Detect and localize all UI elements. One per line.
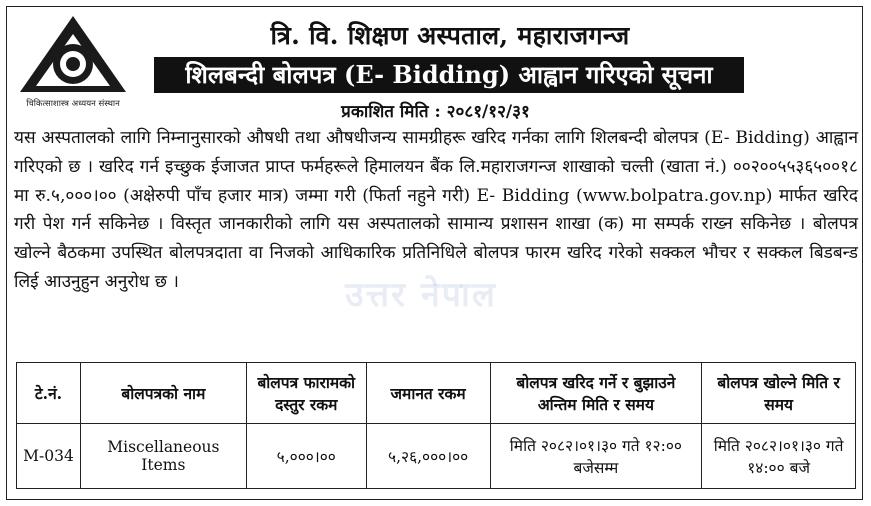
notice-paragraph: यस अस्पतालको लागि निम्नानुसारको औषधी तथा औषधीजन्य सामग्रीहरू खरिद गर्नका लागि शिलबन्दी बोलपत्र (E- Bidding) आह्वान गरिएको छ । खरिद गर्न इच्छुक ईजाजत प्राप्त फर्महरूले हिमालयन बैंक लि.महाराजगन्ज शाखाको चल्ती (खाता नं.) ००२००५५३६५००१८ मा रु.५,०००।०० (अक्षेरुपी पाँच हजार मात्र) जम्मा गरी (फिर्ता नहुने गरी) E- Bidding (www.bolpatra.gov.np) मार्फत खरिद गरी पेश गर्न सकिनेछ । विस्तृत जानकारीको लागि यस अस्पतालको सामान्य प्रशासन शाखा (क) मा सम्पर्क राख्न सकिनेछ । बोलपत्र खोल्ने बैठकमा उपस्थित बोलपत्रदाता वा निजको आधिकारिक प्रतिनिधिले बोलपत्र फारम खरिद गरेको सक्कल भौचर र सक्कल बिडबन्ड लिई आउनुहुन अनुरोध छ । (14, 128, 858, 292)
logo-text: चिकित्साशास्त्र अध्ययन संस्थान (26, 99, 120, 109)
cell-fee: ५,०००।०० (246, 424, 366, 489)
col-header-deadline: बोलपत्र खरिद गर्ने र बुझाउने अन्तिम मिति र समय (490, 363, 702, 424)
watermark: उत्तर नेपाल (345, 275, 497, 315)
cell-number: M-034 (17, 424, 81, 489)
col-header-number: टे.नं. (17, 363, 81, 424)
institute-logo (14, 14, 132, 110)
notice-banner: शिलबन्दी बोलपत्र (E- Bidding) आह्वान गरिएको सूचना (154, 57, 744, 93)
cell-opening: मिति २०८२।०१।३० गते १४:०० बजे (702, 424, 856, 489)
col-header-opening: बोलपत्र खोल्ने मिति र समय (702, 363, 856, 424)
table-header-row (17, 363, 856, 424)
bid-table (16, 362, 856, 489)
cell-name: Miscellaneous Items (80, 424, 246, 489)
col-header-fee: बोलपत्र फारामको दस्तुर रकम (246, 363, 366, 424)
table-row (17, 424, 856, 489)
published-date-line: प्रकाशित मिति : २०८१/१२/३१ (341, 102, 530, 122)
published-label: प्रकाशित मिति (341, 102, 429, 122)
cell-deadline: मिति २०८२।०१।३० गते १२:०० बजेसम्म (490, 424, 702, 489)
col-header-name: बोलपत्रको नाम (80, 363, 246, 424)
published-date: २०८१/१२/३१ (446, 102, 530, 122)
hospital-title: त्रि. वि. शिक्षण अस्पताल, महाराजगन्ज (270, 21, 630, 50)
col-header-security: जमानत रकम (366, 363, 490, 424)
cell-security: ५,२६,०००।०० (366, 424, 490, 489)
